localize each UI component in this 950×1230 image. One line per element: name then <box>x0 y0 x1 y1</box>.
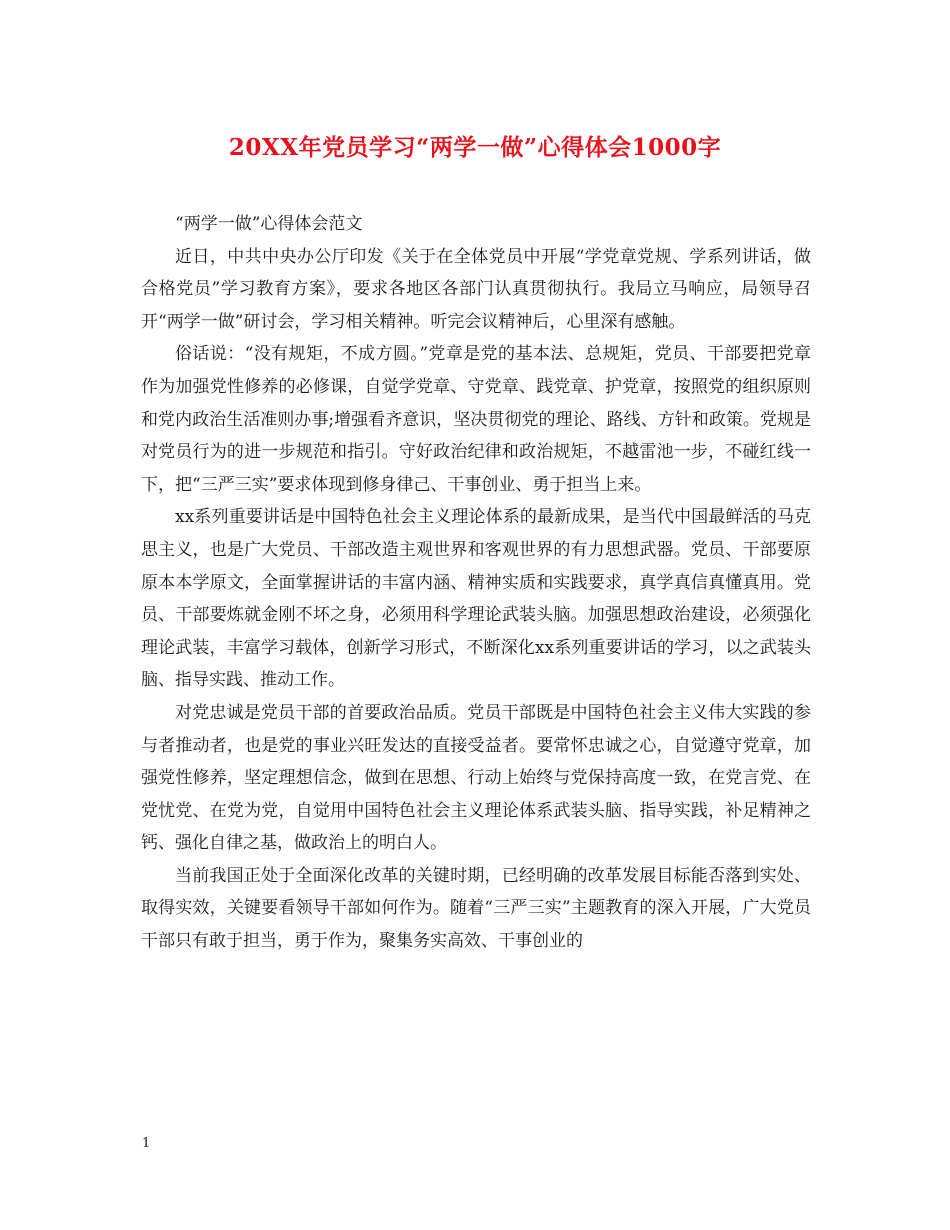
paragraph: xx系列重要讲话是中国特色社会主义理论体系的最新成果，是当代中国最鲜活的马克思主义，也是广大党员、干部改造主观世界和客观世界的有力思想武器。党员、干部要原原本本学原文，全面掌握讲话的丰富内涵、精神实质和实践要求，真学真信真懂真用。党员、干部要炼就金刚不坏之身，必须用科学理论武装头脑。加强思想政治建设，必须强化理论武装，丰富学习载体，创新学习形式，不断深化xx系列重要讲话的学习，以之武装头脑、指导实践、推动工作。 <box>141 507 811 691</box>
paragraph: 对党忠诚是党员干部的首要政治品质。党员干部既是中国特色社会主义伟大实践的参与者推动者，也是党的事业兴旺发达的直接受益者。要常怀忠诚之心，自觉遵守党章，加强党性修养，坚定理想信念，做到在思想、行动上始终与党保持高度一致，在党言党、在党忧党、在党为党，自觉用中国特色社会主义理论体系武装头脑、指导实践，补足精神之钙、强化自律之基，做政治上的明白人。 <box>141 702 811 854</box>
paragraph: 近日，中共中央办公厅印发《关于在全体党员中开展“学党章党规、学系列讲话，做合格党员”学习教育方案》，要求各地区各部门认真贯彻执行。我局立马响应，局领导召开“两学一做”研讨会，学习相关精神。听完会议精神后，心里深有感触。 <box>141 246 811 332</box>
paragraph: 当前我国正处于全面深化改革的关键时期，已经明确的改革发展目标能否落到实处、取得实效，关键要看领导干部如何作为。随着“三严三实”主题教育的深入开展，广大党员干部只有敢于担当，勇于作为，聚集务实高效、干事创业的 <box>141 865 811 952</box>
document-title: 20XX年党员学习“两学一做”心得体会1000字 <box>228 134 722 161</box>
paragraph-subtitle: “两学一做”心得体会范文 <box>175 214 363 234</box>
document-body <box>141 208 811 958</box>
page-number: 1 <box>142 1136 151 1151</box>
paragraph: 俗话说：“没有规矩，不成方圆。”党章是党的基本法、总规矩，党员、干部要把党章作为加强党性修养的必修课，自觉学党章、守党章、践党章、护党章，按照党的组织原则和党内政治生活准则办事;增强看齐意识，坚决贯彻党的理论、路线、方针和政策。党规是对党员行为的进一步规范和指引。守好政治纪律和政治规矩，不越雷池一步，不碰红线一下，把“三严三实”要求体现到修身律己、干事创业、勇于担当上来。 <box>141 344 811 495</box>
